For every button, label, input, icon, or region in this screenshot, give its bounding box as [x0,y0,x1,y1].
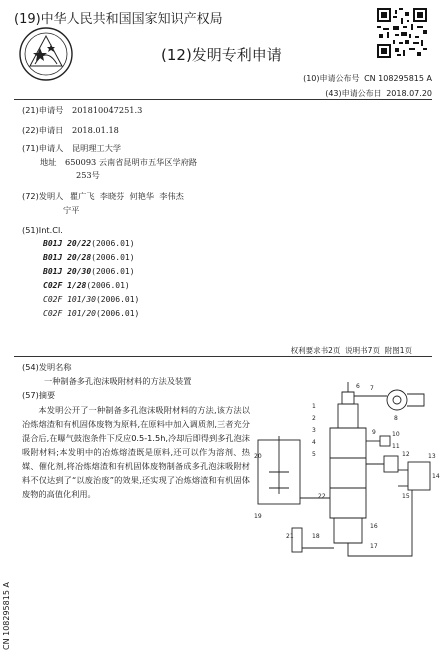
figure-label: 6 [356,383,360,390]
figure-label: 9 [372,429,376,436]
figure-label: 11 [392,443,400,450]
figure-label: 20 [254,453,262,460]
figure-label: 14 [432,473,440,480]
ipc-year: (2006.01) [95,309,140,318]
pages-info: 权利要求书2页 说明书7页 附图1页 [290,346,412,355]
figure-label: 3 [312,427,316,434]
figure-label: 2 [312,415,316,422]
figure-label: 22 [318,493,326,500]
ipc-code: C02F 1/28 [43,281,87,290]
ipc-year: (2006.01) [86,281,130,290]
figure-label: 18 [312,533,320,540]
app-no: 201810047251.3 [71,105,143,115]
abstract-text: 本发明公开了一种制备多孔泡沫吸附材料的方法,该方法以冶炼熔渣和有机固体废物为原料,在原料中加入调质剂,三者充分混合后,在曝气鼓泡条件下反应0.5-1.5h,冷却后即得到多孔泡沫吸附材料;本发明中的冶炼熔渣既是原料,还可以作为溶剂、热媒、催化剂,将冶炼熔渣和有机固体废物制备成多孔泡沫吸附材料不仅达到了“以废治废”的效果,还实现了冶炼熔渣和有机固体废物的高值化利用。 [22,405,250,499]
ipc-code: B01J 20/22 [43,239,92,248]
address-row [40,157,197,168]
app-no-label: (21)申请号 [22,105,64,115]
publication-date-line [325,88,432,99]
ipc-code: C02F 101/20 [43,309,96,318]
ipc-row [43,267,135,276]
applicant-row [22,143,121,154]
pub-date: 2018.07.20 [386,89,432,98]
figure-label: 1 [312,403,316,410]
int-cl-label: (51)Int.Cl. [22,225,63,235]
blower [387,390,407,410]
apparatus-figure [252,378,442,568]
application-number-row [22,105,142,116]
figure-label: 10 [392,431,400,438]
invention-title: 一种制备多孔泡沫吸附材料的方法及装置 [44,376,192,386]
filing-date-row [22,125,119,136]
reactor-body [330,428,366,518]
ipc-year: (2006.01) [95,295,140,304]
header-divider [14,99,432,100]
side-publication-number: CN 108295815 A [2,582,11,650]
ipc-row [43,239,135,248]
figure-label: 4 [312,439,316,446]
cnipa-emblem-logo [18,26,74,82]
figure-label: 5 [312,451,316,458]
inventors-line-2: 宁平 [63,205,80,215]
figure-label: 17 [370,543,378,550]
address-line-2: 253号 [76,170,100,180]
figure-label: 13 [428,453,436,460]
pub-date-label: (43)申请公布日 [325,89,382,98]
ipc-year: (2006.01) [91,253,135,262]
hopper [338,404,358,428]
inventors-label: (72)发明人 [22,191,64,201]
applicant-label: (71)申请人 [22,143,64,153]
ipc-row [43,309,139,318]
inventors-row [22,191,184,202]
filing-label: (22)申请日 [22,125,64,135]
ipc-row [43,295,139,304]
inventors-line-2-row [63,205,79,216]
address-line-1: 650093 云南省昆明市五华区学府路 [65,157,198,167]
figure-label: 7 [370,385,374,392]
figure-label: 12 [402,451,410,458]
applicant: 昆明理工大学 [71,143,122,153]
figure-label: 21 [286,533,294,540]
figure-label: 15 [402,493,410,500]
section-divider [14,356,432,357]
ipc-row [43,281,130,290]
ipc-code: B01J 20/28 [43,253,92,262]
control-box [408,462,430,490]
filing-date: 2018.01.18 [71,125,119,135]
ipc-code: C02F 101/30 [43,295,96,304]
ipc-year: (2006.01) [91,239,135,248]
address-line-2-row [76,170,100,181]
pub-no: CN 108295815 A [364,74,432,83]
ipc-row [43,253,135,262]
figure-label: 16 [370,523,378,530]
document-type-title: (12)发明专利申请 [161,46,282,64]
qr-code [377,8,427,58]
figure-label: 8 [394,415,398,422]
ipc-year: (2006.01) [91,267,135,276]
pub-no-label: (10)申请公布号 [303,74,360,83]
invention-title-label: (54)发明名称 [22,362,72,372]
reactor-base [334,518,362,543]
ipc-code: B01J 20/30 [43,267,92,276]
inventors-line-1: 瞿广飞 李晓芬 何艳华 李伟杰 [69,191,184,201]
publication-number-line [303,73,432,84]
abstract-label: (57)摘要 [22,390,56,400]
address-label: 地址 [40,157,57,167]
office-name: (19)中华人民共和国国家知识产权局 [14,12,223,27]
figure-label: 19 [254,513,262,520]
